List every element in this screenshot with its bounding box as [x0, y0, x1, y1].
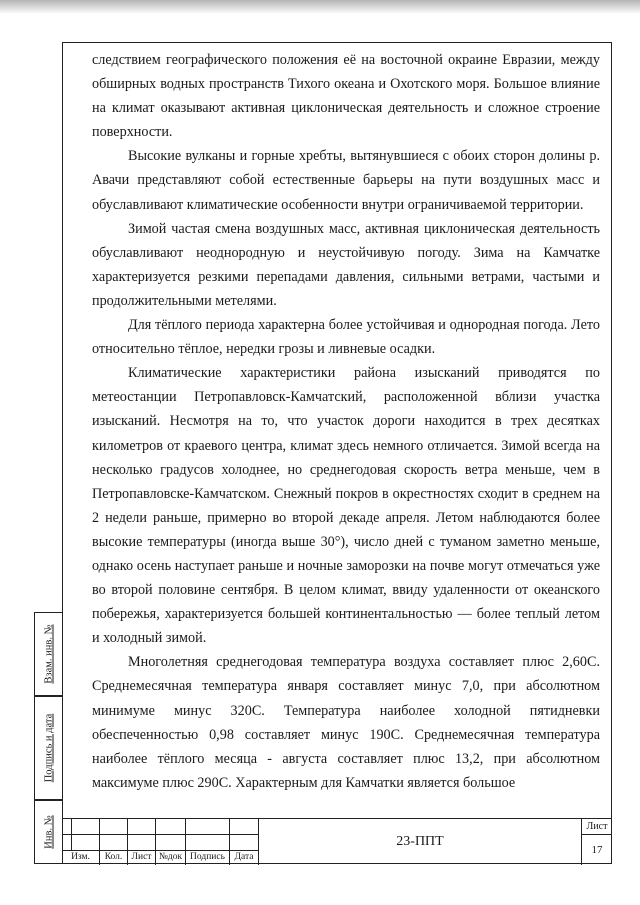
sheet-label: Лист	[582, 819, 612, 835]
side-label-inv: Инв. №	[43, 815, 54, 849]
stamp-col-izm: Изм.	[62, 851, 100, 865]
stamp-col-podpis: Подпись	[186, 851, 230, 865]
stamp-cell	[62, 819, 72, 835]
side-cell-podpis	[34, 696, 62, 800]
stamp-cell	[100, 835, 128, 851]
stamp-cell	[230, 819, 259, 835]
document-code: 23-ППТ	[259, 819, 582, 865]
sheet-number: 17	[591, 844, 603, 856]
stamp-cell	[72, 835, 100, 851]
paragraph: Зимой частая смена воздушных масс, активная циклоническая деятельность обуславливают неоднородную и неустойчивую погоду. Зима на Камчатке характеризуется резкими перепадами давления, сильными ветрами, частыми и продолжительными метелями.	[92, 220, 600, 309]
side-cell-vzam	[34, 612, 62, 696]
side-stamp	[34, 612, 62, 864]
stamp-cell	[128, 819, 156, 835]
paragraph: Для тёплого периода характерна более устойчивая и однородная погода. Лето относительно тёплое, нередки грозы и ливневые осадки.	[92, 317, 600, 358]
stamp-cell	[72, 819, 100, 835]
stamp-col-data: Дата	[230, 851, 259, 865]
side-label-podpis: Подпись и дата	[43, 713, 54, 783]
stamp-cell	[62, 835, 72, 851]
stamp-cell	[128, 835, 156, 851]
stamp-cell	[156, 819, 186, 835]
stamp-col-ndok: №док	[156, 851, 186, 865]
paragraph: следствием географического положения её на восточной окраине Евразии, между обширных водных пространств Тихого океана и Охотского моря. Большое влияние на климат оказывают активная циклоническая деятельность и сложное строение поверхности.	[92, 52, 600, 141]
stamp-cell	[156, 835, 186, 851]
side-label-vzam: Взам. инв. №	[43, 624, 54, 684]
paragraph: Многолетняя среднегодовая температура воздуха составляет плюс 2,60С. Среднемесячная температура января составляет минус 7,0, при абсолютном минимуме минус 320С. Температура наиболее холодной пятидневки обеспеченностью 0,98 составляет минус 190С. Среднемесячная температура наиболее тёплого месяца - августа составляет плюс 13,2, при абсолютном максимуме плюс 290С. Характерным для Камчатки является большое	[92, 654, 600, 791]
paragraph: Климатические характеристики района изысканий приводятся по метеостанции Петропавловск-Камчатский, расположенной вблизи участка изысканий. Несмотря на то, что участок дороги находится в трех десятках километров от краевого центра, климат здесь немного отличается. Зимой всегда на несколько градусов холоднее, но среднегодовая скорость ветра меньше, чем в Петропавловске-Камчатском. Снежный покров в окрестностях сходит в среднем на 2 недели раньше, примерно во второй декаде апреля. Летом наблюдаются более высокие температуры (иногда выше 30°), число дней с туманом заметно меньше, однако осень наступает раньше и ночные заморозки на почве могут отмечаться уже во второй половине сентября. В целом климат, ввиду удаленности от океанского побережья, характеризуется большей континентальностью — более теплый летом и холодный зимой.	[92, 365, 600, 647]
side-cell-inv	[34, 800, 62, 864]
body-text	[92, 48, 600, 795]
paragraph: Высокие вулканы и горные хребты, вытянувшиеся с обоих сторон долины р. Авачи представляют собой естественные барьеры на пути воздушных масс и обуславливают климатические особенности внутри ограничиваемой территории.	[92, 148, 600, 213]
stamp-col-kol: Кол.	[100, 851, 128, 865]
stamp-cell	[186, 819, 230, 835]
stamp-cell	[230, 835, 259, 851]
title-block	[62, 818, 612, 864]
stamp-col-list: Лист	[128, 851, 156, 865]
scan-edge	[0, 0, 640, 14]
stamp-cell	[100, 819, 128, 835]
stamp-cell	[186, 835, 230, 851]
